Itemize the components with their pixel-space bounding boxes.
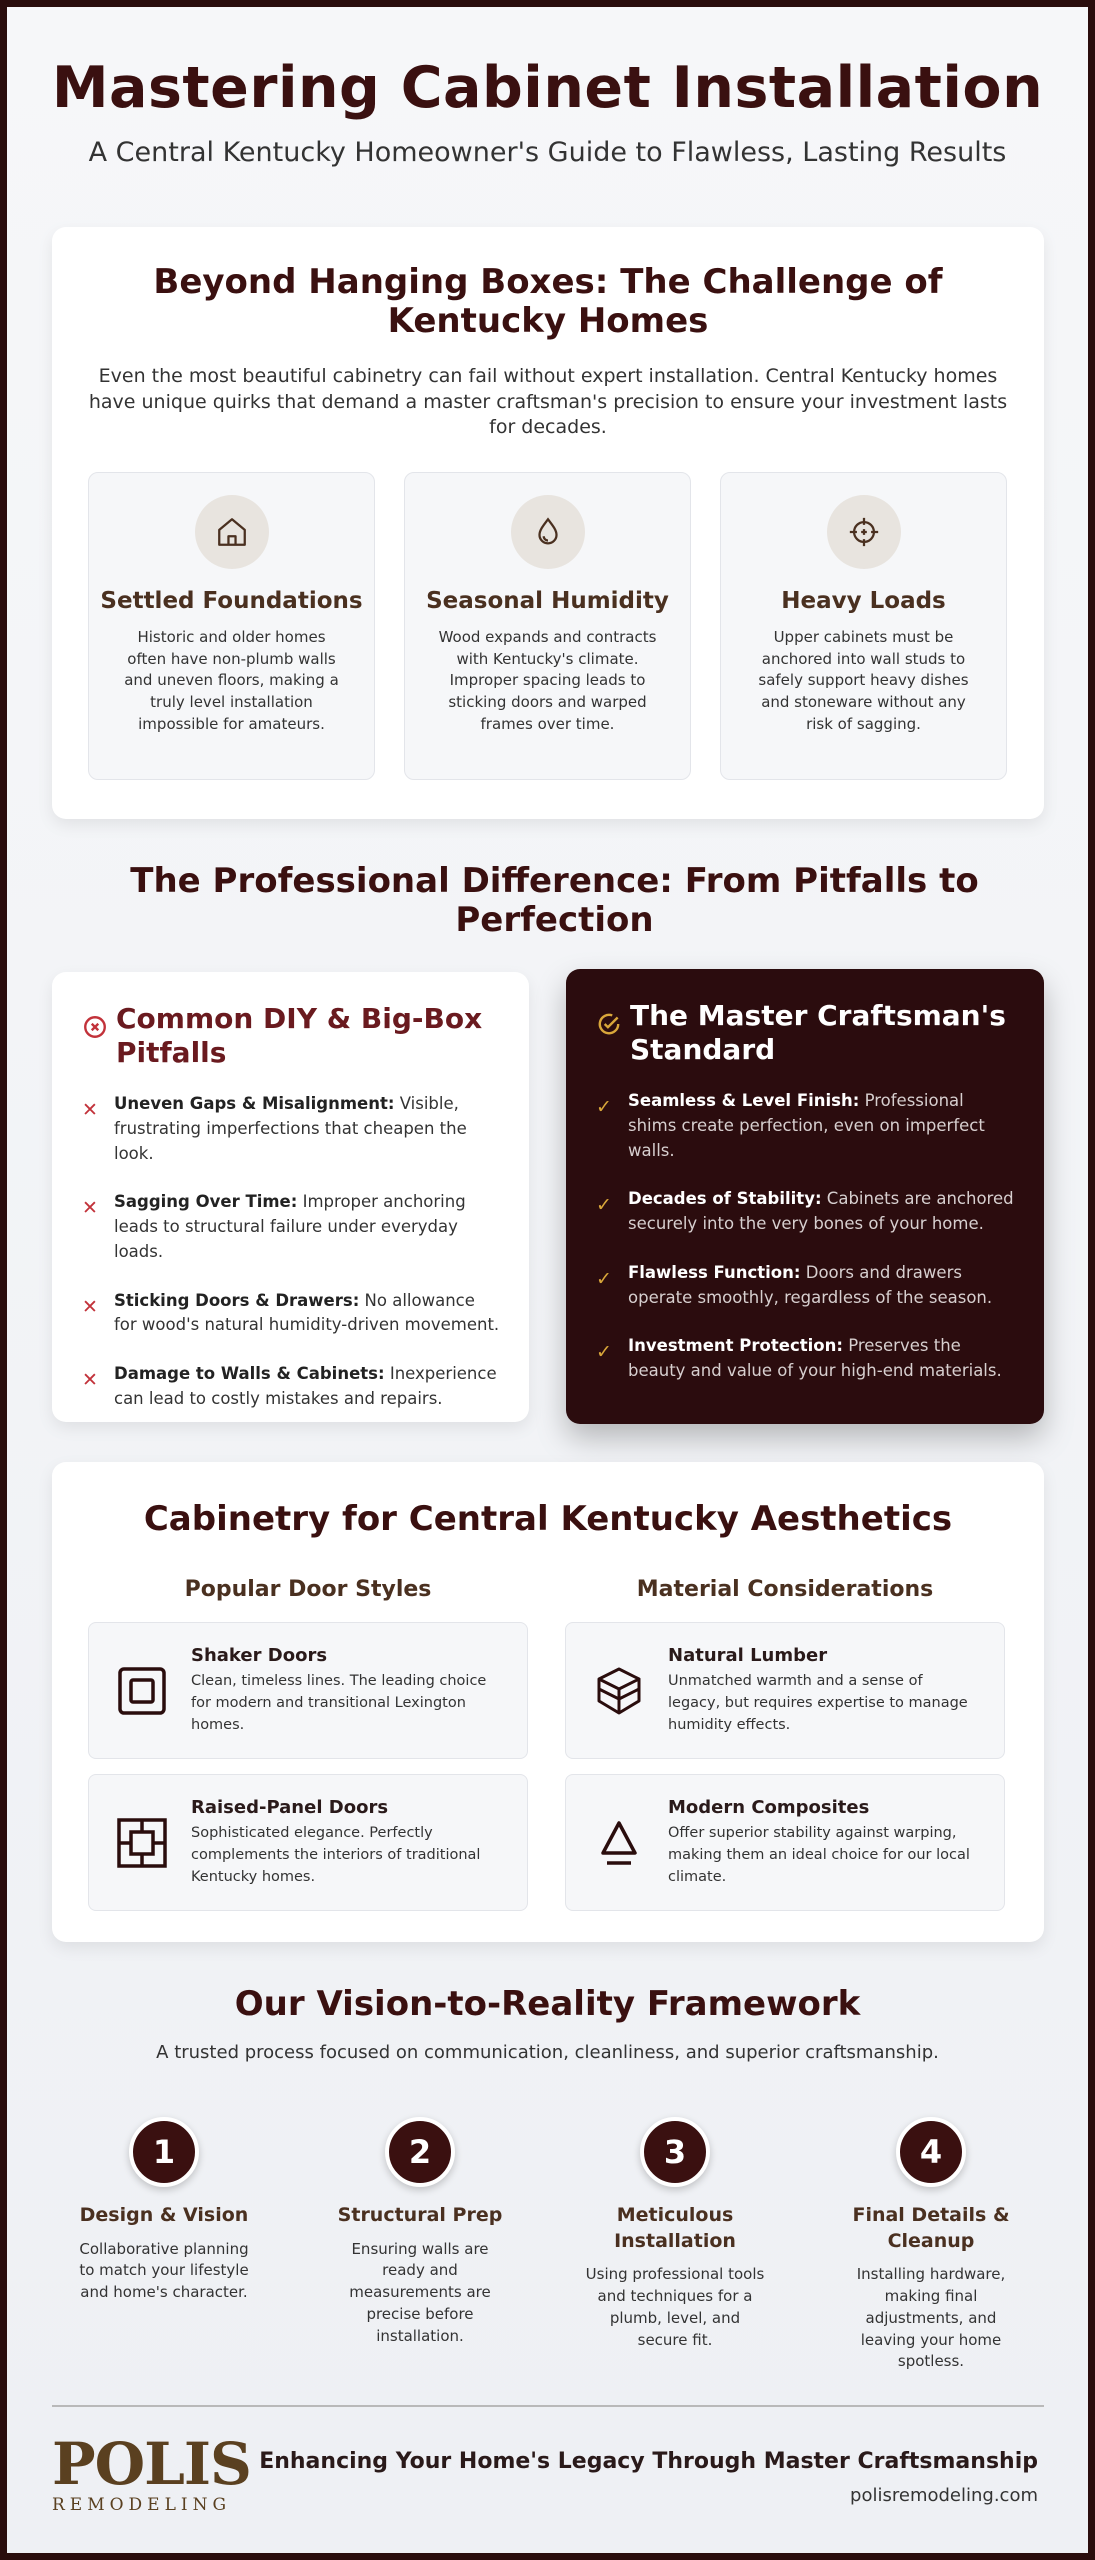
list-item-bold: Investment Protection: bbox=[628, 1336, 843, 1356]
step-item bbox=[64, 2117, 264, 2304]
option-title: Modern Composites bbox=[668, 1797, 870, 1818]
step-desc: Ensuring walls are ready and measurements are precise before installation. bbox=[349, 2239, 491, 2345]
step-item bbox=[320, 2117, 520, 2347]
check-circle-icon bbox=[596, 1011, 622, 1041]
footer-divider bbox=[52, 2405, 1044, 2407]
list-item-text: Improper anchoring leads to structural failure under everyday loads. bbox=[114, 1192, 466, 1261]
pitfalls-title: Common DIY & Big-Box Pitfalls bbox=[116, 1002, 483, 1069]
x-mark-icon: ✕ bbox=[82, 1099, 98, 1121]
brand-logo bbox=[52, 2430, 262, 2515]
option-title: Natural Lumber bbox=[668, 1645, 828, 1666]
step-item bbox=[831, 2117, 1031, 2373]
list-item-bold: Decades of Stability: bbox=[628, 1189, 822, 1209]
step-number: 4 bbox=[896, 2117, 966, 2187]
list-item bbox=[596, 1261, 1016, 1311]
standard-title: The Master Craftsman's Standard bbox=[630, 999, 1006, 1066]
x-mark-icon: ✕ bbox=[82, 1197, 98, 1220]
challenge-item-title: Seasonal Humidity bbox=[426, 588, 669, 614]
challenge-intro: Even the most beautiful cabinetry can fail without expert installation. Central Kentucky homes have unique quirks that demand a master craftsman's precision to ensure your investment lasts for decades. bbox=[88, 365, 1008, 439]
door-styles-heading: Popular Door Styles bbox=[184, 1577, 432, 1602]
lumber-stack-icon bbox=[591, 1663, 647, 1719]
check-mark-icon: ✓ bbox=[596, 1267, 612, 1290]
list-item-text: Professional shims create perfection, even on imperfect walls. bbox=[628, 1091, 985, 1160]
list-item bbox=[82, 1190, 502, 1264]
x-mark-icon: ✕ bbox=[82, 1295, 98, 1318]
step-title: Meticulous Installation bbox=[614, 2204, 736, 2252]
website-link[interactable]: polisremodeling.com bbox=[850, 2485, 1038, 2506]
list-item-text: Visible, frustrating imperfections that cheapen the look. bbox=[114, 1094, 467, 1163]
step-title: Structural Prep bbox=[337, 2204, 503, 2226]
list-item-text: No allowance for wood's natural humidity-driven movement. bbox=[114, 1290, 500, 1335]
option-title: Raised-Panel Doors bbox=[191, 1797, 389, 1818]
pitfalls-card bbox=[52, 972, 529, 1422]
list-item bbox=[596, 1187, 1016, 1237]
aesthetics-card bbox=[52, 1462, 1044, 1942]
option-card bbox=[565, 1622, 1005, 1759]
page-subtitle: A Central Kentucky Homeowner's Guide to Flawless, Lasting Results bbox=[88, 137, 1007, 168]
shaker-door-icon bbox=[114, 1663, 170, 1719]
list-item-bold: Sagging Over Time: bbox=[114, 1192, 298, 1212]
list-item-bold: Damage to Walls & Cabinets: bbox=[114, 1364, 385, 1383]
standard-card bbox=[566, 969, 1044, 1424]
step-title: Design & Vision bbox=[79, 2204, 249, 2226]
challenge-item bbox=[88, 472, 375, 780]
list-item bbox=[82, 1092, 502, 1166]
check-mark-icon: ✓ bbox=[596, 1096, 612, 1118]
challenge-item-title: Heavy Loads bbox=[781, 588, 946, 614]
x-mark-icon: ✕ bbox=[82, 1369, 98, 1391]
check-mark-icon: ✓ bbox=[596, 1341, 612, 1364]
materials-heading: Material Considerations bbox=[636, 1577, 934, 1602]
check-mark-icon: ✓ bbox=[596, 1194, 612, 1217]
standard-list bbox=[596, 1089, 1016, 1408]
challenge-item-desc: Wood expands and contracts with Kentucky's climate. Improper spacing leads to sticking doors and warped frames over time. bbox=[438, 627, 657, 733]
x-circle-icon bbox=[82, 1014, 108, 1044]
step-title: Final Details & Cleanup bbox=[852, 2204, 1010, 2252]
list-item-bold: Seamless & Level Finish: bbox=[628, 1091, 860, 1110]
step-number: 1 bbox=[129, 2117, 199, 2187]
option-title: Shaker Doors bbox=[191, 1645, 328, 1666]
standard-header bbox=[596, 999, 1044, 1066]
raised-panel-icon bbox=[114, 1815, 170, 1871]
house-icon bbox=[195, 495, 269, 569]
aesthetics-title: Cabinetry for Central Kentucky Aesthetics bbox=[143, 1499, 953, 1539]
challenge-title: Beyond Hanging Boxes: The Challenge of Kentucky Homes bbox=[153, 262, 943, 342]
option-card bbox=[88, 1622, 528, 1759]
list-item-text: Preserves the beauty and value of your high-end materials. bbox=[628, 1336, 1002, 1380]
list-item-text: Inexperience can lead to costly mistakes and repairs. bbox=[114, 1364, 497, 1408]
list-item-text: Cabinets are anchored securely into the very bones of your home. bbox=[628, 1189, 1014, 1233]
challenge-item bbox=[720, 472, 1007, 780]
logo-subtext: REMODELING bbox=[52, 2495, 232, 2515]
list-item-bold: Flawless Function: bbox=[628, 1262, 801, 1282]
droplet-icon bbox=[511, 495, 585, 569]
option-desc: Sophisticated elegance. Perfectly complements the interiors of traditional Kentucky homes. bbox=[191, 1825, 481, 1885]
framework-subtitle: A trusted process focused on communication, cleanliness, and superior craftsmanship. bbox=[156, 2042, 939, 2063]
step-desc: Using professional tools and techniques for a plumb, level, and secure fit. bbox=[585, 2265, 765, 2349]
option-card bbox=[88, 1774, 528, 1911]
challenge-card bbox=[52, 227, 1044, 819]
difference-title: The Professional Difference: From Pitfalls to Perfection bbox=[130, 861, 979, 941]
crosshair-icon bbox=[827, 495, 901, 569]
step-desc: Installing hardware, making final adjustments, and leaving your home spotless. bbox=[856, 2265, 1006, 2371]
pitfalls-list bbox=[82, 1092, 502, 1436]
option-desc: Unmatched warmth and a sense of legacy, but requires expertise to manage humidity effects. bbox=[668, 1673, 968, 1733]
pitfalls-header bbox=[82, 1002, 529, 1069]
challenge-item-desc: Upper cabinets must be anchored into wall studs to safely support heavy dishes and stoneware without any risk of sagging. bbox=[758, 627, 969, 733]
page-title: Mastering Cabinet Installation bbox=[51, 55, 1044, 121]
option-card bbox=[565, 1774, 1005, 1911]
list-item-text: Doors and drawers operate smoothly, regardless of the season. bbox=[628, 1262, 993, 1307]
composite-icon bbox=[591, 1815, 647, 1871]
list-item bbox=[596, 1334, 1016, 1384]
challenge-item-desc: Historic and older homes often have non-plumb walls and uneven floors, making a truly level installation impossible for amateurs. bbox=[124, 627, 339, 733]
page-frame bbox=[7, 7, 1088, 2553]
option-desc: Clean, timeless lines. The leading choice for modern and transitional Lexington homes. bbox=[191, 1673, 487, 1733]
framework-title: Our Vision-to-Reality Framework bbox=[234, 1984, 861, 2024]
step-item bbox=[575, 2117, 775, 2351]
challenge-item-title: Settled Foundations bbox=[100, 588, 363, 614]
challenge-item bbox=[404, 472, 691, 780]
list-item bbox=[82, 1289, 502, 1339]
option-desc: Offer superior stability against warping, making them an ideal choice for our local climate. bbox=[668, 1825, 970, 1885]
logo-wordmark: POLIS bbox=[52, 2430, 251, 2498]
step-number: 3 bbox=[640, 2117, 710, 2187]
list-item bbox=[596, 1089, 1016, 1163]
list-item bbox=[82, 1362, 502, 1412]
footer-tagline: Enhancing Your Home's Legacy Through Master Craftsmanship bbox=[259, 2449, 1038, 2474]
list-item-bold: Uneven Gaps & Misalignment: bbox=[114, 1094, 395, 1113]
step-desc: Collaborative planning to match your lifestyle and home's character. bbox=[79, 2239, 249, 2302]
step-number: 2 bbox=[385, 2117, 455, 2187]
list-item-bold: Sticking Doors & Drawers: bbox=[114, 1290, 360, 1310]
